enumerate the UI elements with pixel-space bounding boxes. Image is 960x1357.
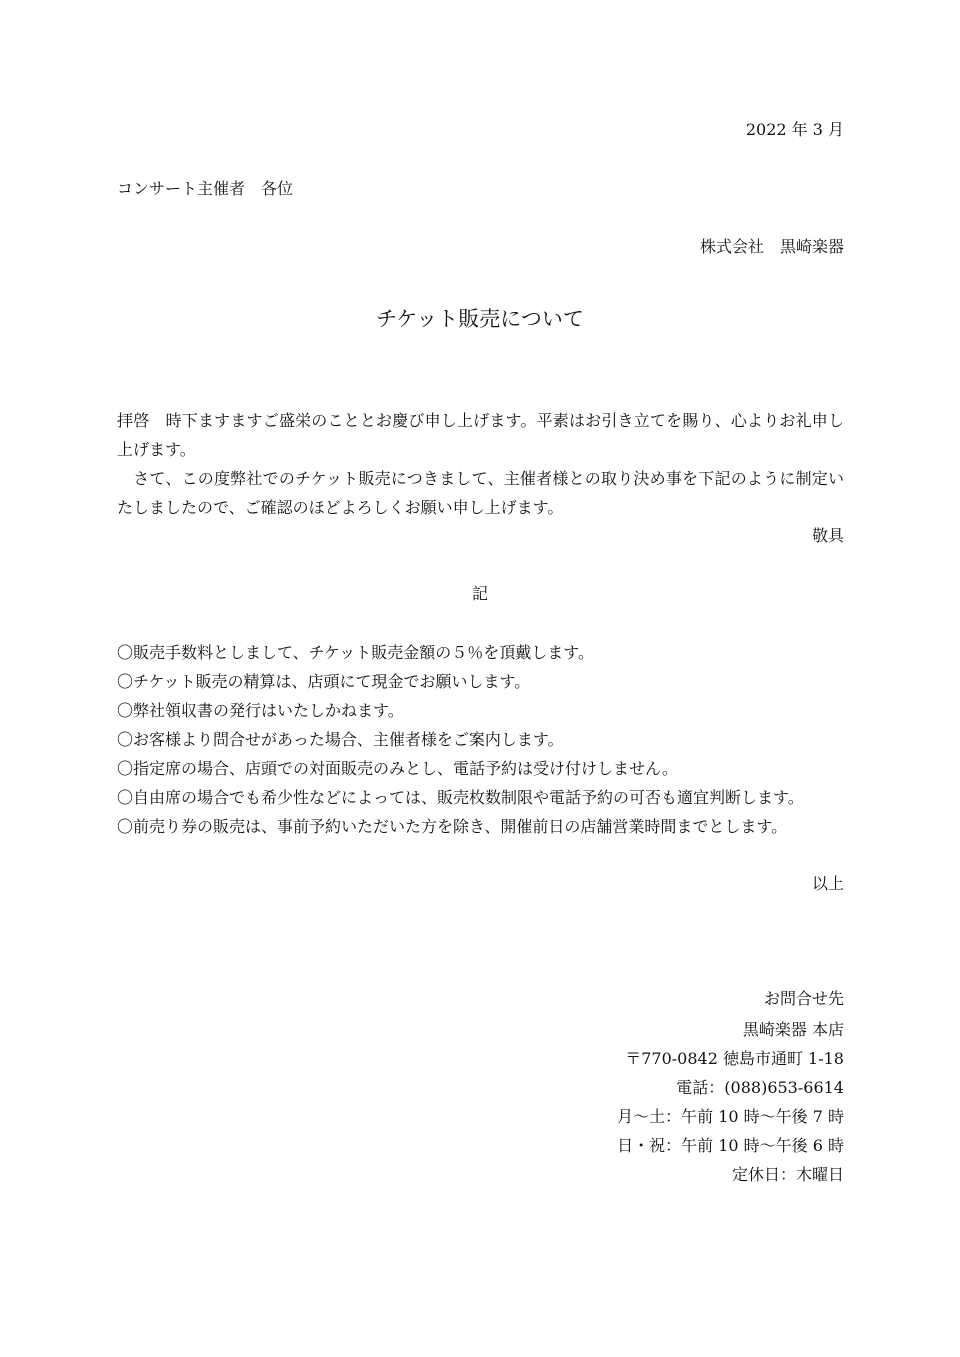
terms-list bbox=[117, 643, 804, 846]
contact-store: 黒崎楽器 本店 bbox=[742, 1020, 844, 1039]
list-item: 〇指定席の場合、店頭での対面販売のみとし、電話予約は受け付けしません。 bbox=[117, 759, 678, 778]
main-paragraph: さて、この度弊社でのチケット販売につきまして、主催者様との取り決め事を下記のように制定いたしましたので、ご確認のほどよろしくお願い申し上げます。 bbox=[117, 469, 844, 517]
closing-ijou: 以上 bbox=[811, 874, 844, 893]
list-item: 〇お客様より問合せがあった場合、主催者様をご案内します。 bbox=[117, 730, 564, 749]
body-text bbox=[117, 406, 844, 522]
sender: 株式会社 黒崎楽器 bbox=[699, 237, 844, 256]
list-item: 〇弊社領収書の発行はいたしかねます。 bbox=[117, 701, 404, 720]
ki-heading: 記 bbox=[471, 584, 488, 603]
greeting-paragraph: 拝啓 時下ますますご盛栄のこととお慶び申し上げます。平素はお引き立てを賜り、心よりお礼申し上げます。 bbox=[117, 411, 844, 459]
contact-phone: 電話：(088)653-6614 bbox=[676, 1078, 844, 1097]
recipient: コンサート主催者 各位 bbox=[117, 179, 294, 198]
list-item: 〇販売手数料としまして、チケット販売金額の５％を頂戴します。 bbox=[117, 643, 594, 662]
list-item: 〇チケット販売の精算は、店頭にて現金でお願いします。 bbox=[117, 672, 531, 691]
contact-hours-holiday: 日・祝：午前 10 時～午後 6 時 bbox=[617, 1136, 844, 1155]
document-title: チケット販売について bbox=[376, 307, 584, 331]
contact-address: 〒770-0842 徳島市通町 1-18 bbox=[625, 1049, 844, 1068]
contact-heading: お問合せ先 bbox=[763, 989, 844, 1008]
contact-hours-weekday: 月～土：午前 10 時～午後 7 時 bbox=[617, 1107, 844, 1126]
list-item: 〇前売り券の販売は、事前予約いただいた方を除き、開催前日の店舗営業時間までとします。 bbox=[117, 817, 788, 836]
closing-keigu: 敬具 bbox=[811, 526, 844, 545]
list-item: 〇自由席の場合でも希少性などによっては、販売枚数制限や電話予約の可否も適宜判断します。 bbox=[117, 788, 804, 807]
contact-block bbox=[617, 1020, 844, 1194]
date: 2022 年 3 月 bbox=[745, 120, 844, 139]
contact-closed-day: 定休日：木曜日 bbox=[731, 1165, 844, 1184]
